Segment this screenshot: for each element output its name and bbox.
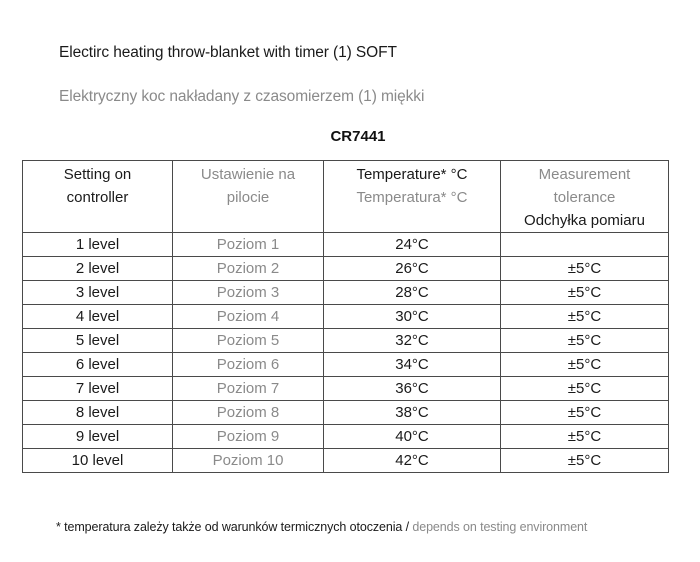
cell-tolerance: ±5°C	[501, 329, 669, 353]
cell-tolerance: ±5°C	[501, 449, 669, 473]
cell-temperature: 32°C	[324, 329, 501, 353]
cell-setting: 1 level	[23, 233, 173, 257]
cell-setting: 5 level	[23, 329, 173, 353]
cell-ustawienie: Poziom 5	[173, 329, 324, 353]
cell-setting: 7 level	[23, 377, 173, 401]
cell-tolerance: ±5°C	[501, 257, 669, 281]
cell-ustawienie: Poziom 1	[173, 233, 324, 257]
cell-temperature: 28°C	[324, 281, 501, 305]
footnote-polish: * temperatura zależy także od warunków termicznych otoczenia /	[56, 520, 409, 534]
cell-ustawienie: Poziom 9	[173, 425, 324, 449]
table-row	[23, 305, 669, 329]
cell-tolerance: ±5°C	[501, 401, 669, 425]
footnote	[56, 520, 587, 534]
cell-ustawienie: Poziom 10	[173, 449, 324, 473]
cell-temperature: 24°C	[324, 233, 501, 257]
cell-temperature: 38°C	[324, 401, 501, 425]
cell-temperature: 36°C	[324, 377, 501, 401]
cell-setting: 9 level	[23, 425, 173, 449]
table-row	[23, 329, 669, 353]
cell-tolerance: ±5°C	[501, 377, 669, 401]
cell-temperature: 40°C	[324, 425, 501, 449]
title-english: Electirc heating throw-blanket with timer (1) SOFT	[59, 44, 397, 61]
title-polish: Elektryczny koc nakładany z czasomierzem (1) miękki	[59, 88, 425, 105]
cell-temperature: 42°C	[324, 449, 501, 473]
table-row	[23, 281, 669, 305]
cell-setting: 8 level	[23, 401, 173, 425]
header-setting-on-controller: Setting on controller	[23, 161, 173, 233]
table-row	[23, 449, 669, 473]
table-row	[23, 401, 669, 425]
header-ustawienie-na-pilocie: Ustawienie na pilocie	[173, 161, 324, 233]
cell-tolerance	[501, 233, 669, 257]
footnote-english: depends on testing environment	[409, 520, 588, 534]
cell-tolerance: ±5°C	[501, 425, 669, 449]
cell-temperature: 26°C	[324, 257, 501, 281]
cell-setting: 2 level	[23, 257, 173, 281]
table-row	[23, 233, 669, 257]
table-row	[23, 377, 669, 401]
cell-ustawienie: Poziom 7	[173, 377, 324, 401]
cell-tolerance: ±5°C	[501, 353, 669, 377]
cell-ustawienie: Poziom 2	[173, 257, 324, 281]
cell-setting: 10 level	[23, 449, 173, 473]
cell-temperature: 34°C	[324, 353, 501, 377]
cell-tolerance: ±5°C	[501, 281, 669, 305]
cell-ustawienie: Poziom 8	[173, 401, 324, 425]
model-number: CR7441	[330, 128, 386, 145]
cell-temperature: 30°C	[324, 305, 501, 329]
temperature-settings-table	[22, 160, 669, 473]
cell-setting: 6 level	[23, 353, 173, 377]
cell-ustawienie: Poziom 6	[173, 353, 324, 377]
cell-ustawienie: Poziom 3	[173, 281, 324, 305]
header-temperature: Temperature* °C Temperatura* °C	[324, 161, 501, 233]
table-header-row	[23, 161, 669, 233]
cell-setting: 3 level	[23, 281, 173, 305]
table-row	[23, 353, 669, 377]
header-measurement-tolerance: Measurement tolerance Odchyłka pomiaru	[501, 161, 669, 233]
cell-setting: 4 level	[23, 305, 173, 329]
cell-tolerance: ±5°C	[501, 305, 669, 329]
table-row	[23, 425, 669, 449]
cell-ustawienie: Poziom 4	[173, 305, 324, 329]
table-row	[23, 257, 669, 281]
